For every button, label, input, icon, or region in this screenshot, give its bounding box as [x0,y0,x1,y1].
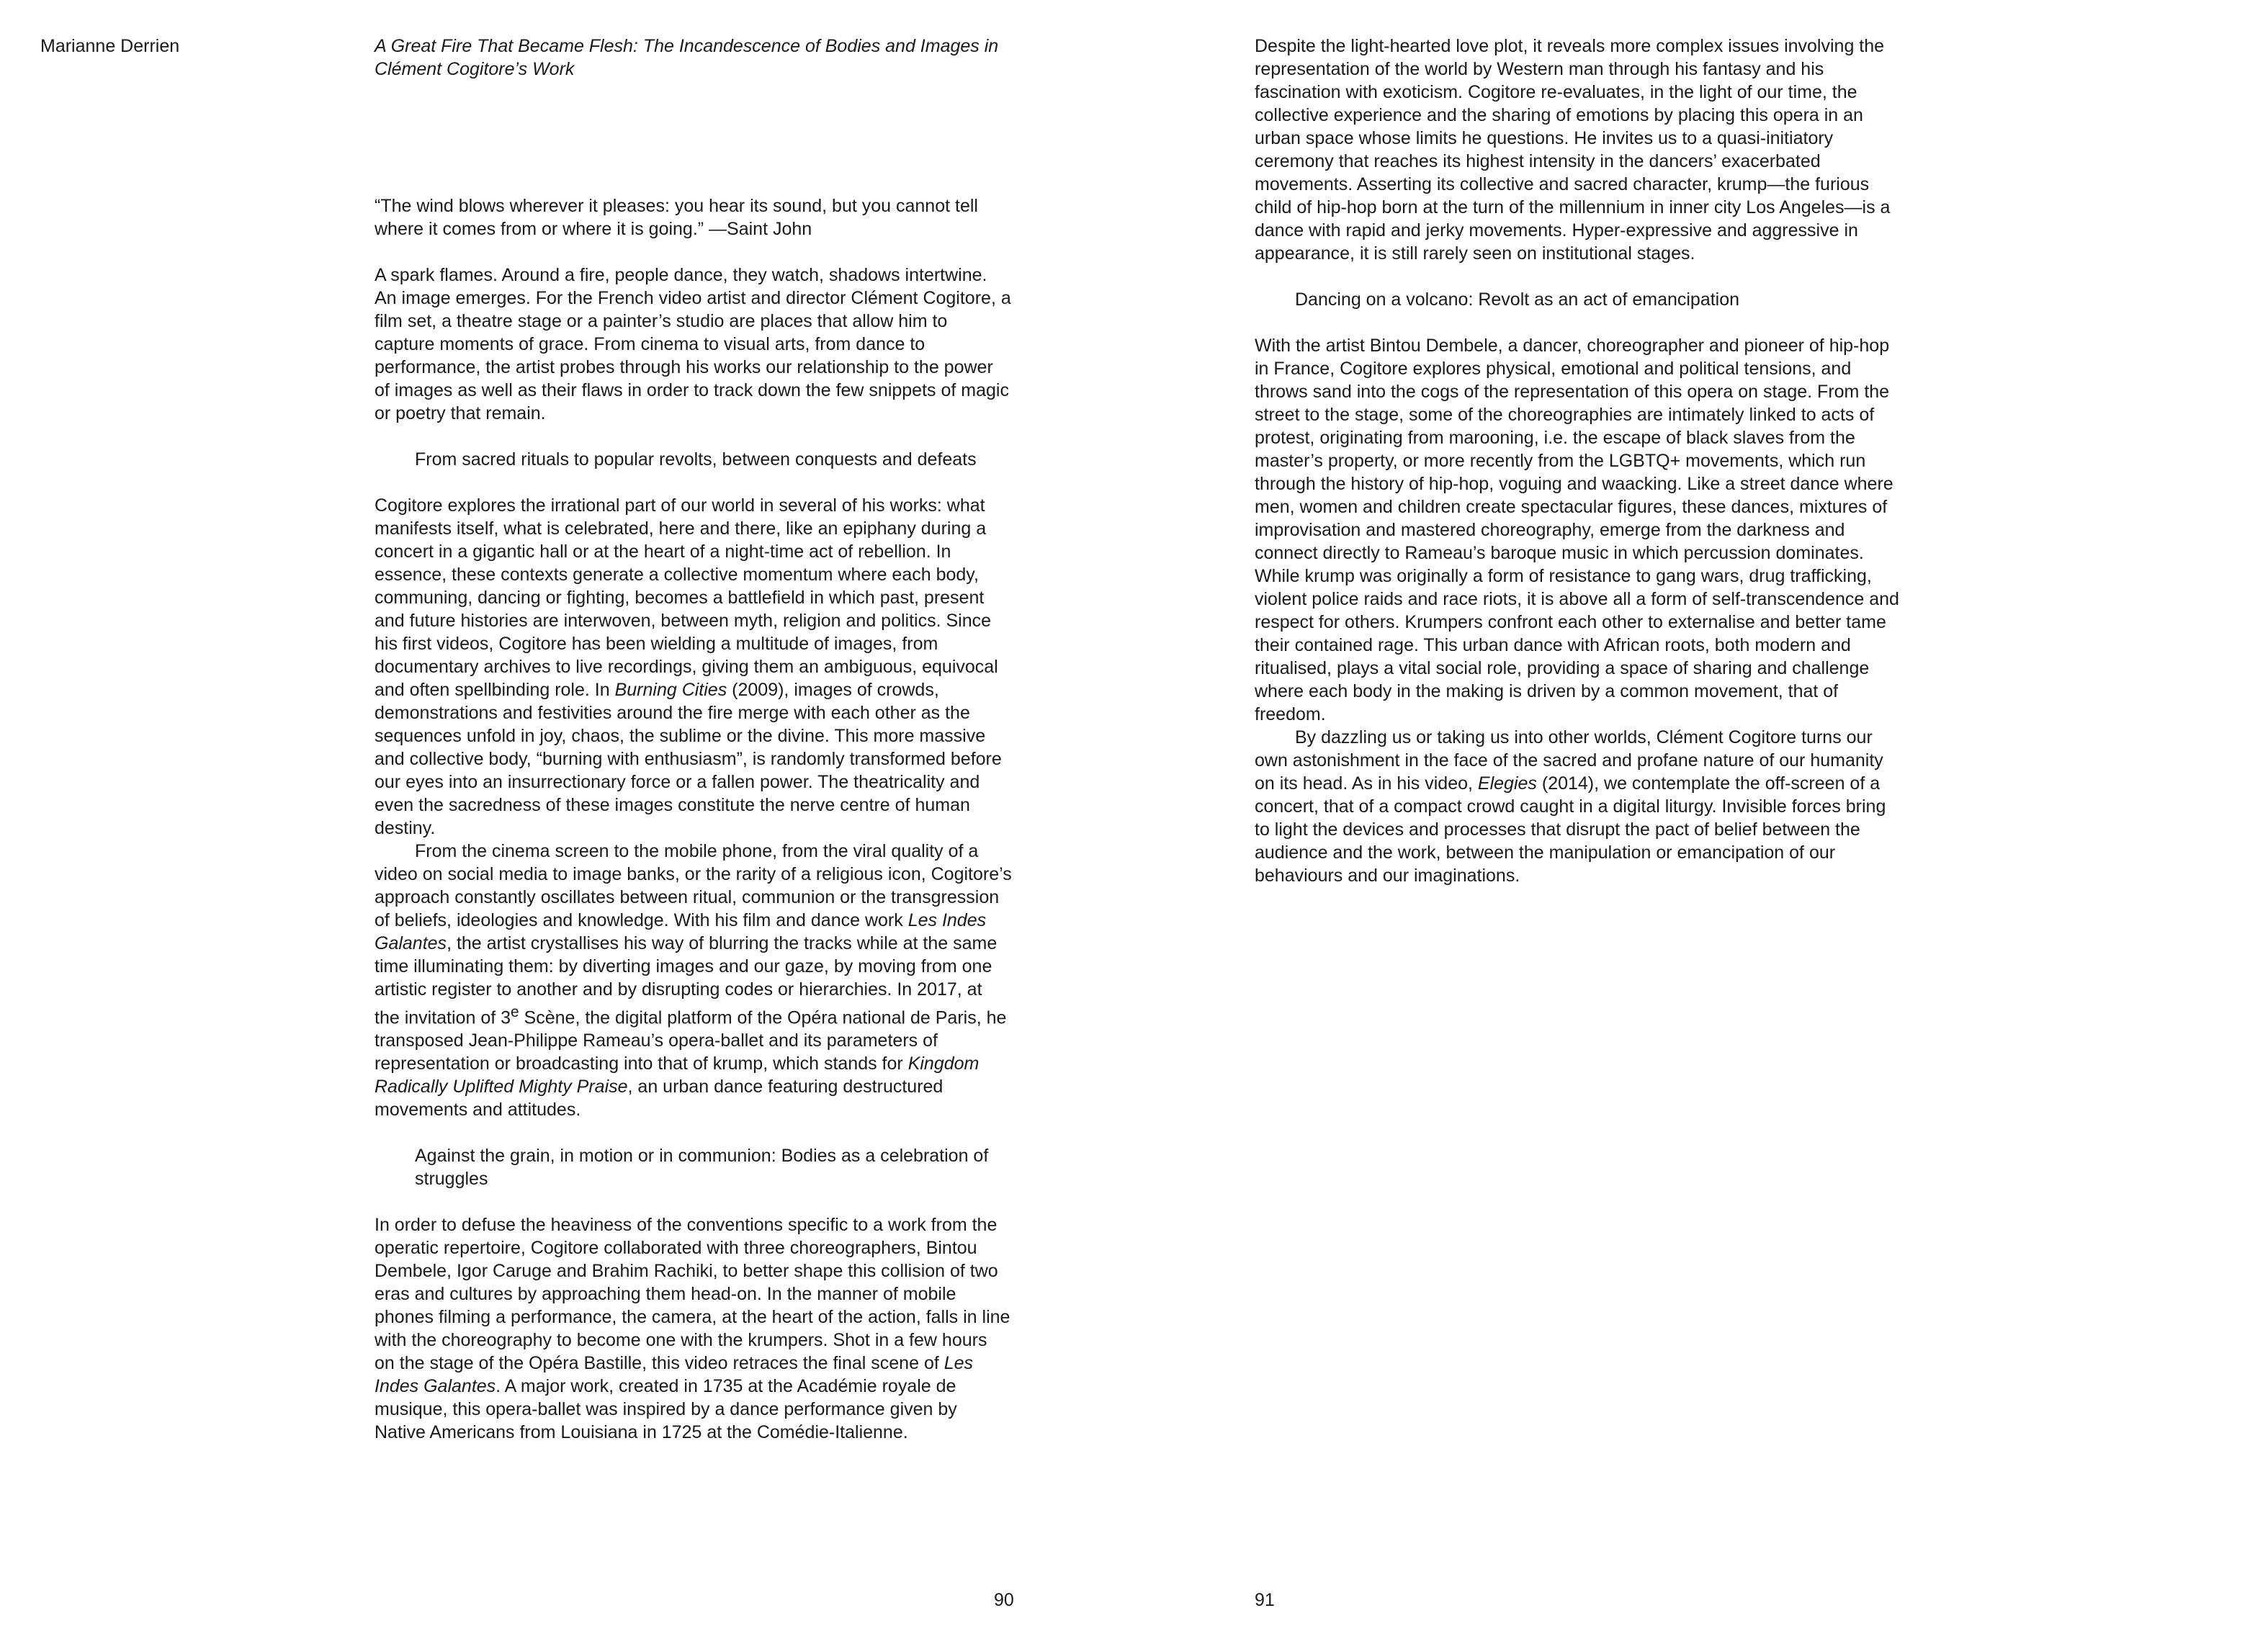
section-heading-dancing-on-a-volcano: Dancing on a volcano: Revolt as an act of emancipation [1295,289,1740,310]
running-header-title: A Great Fire That Became Flesh: The Incandescence of Bodies and Images in Clément Cogitore’s Work [375,36,999,79]
work-title-les-indes-galantes: Les Indes Galantes [375,1353,974,1397]
work-title-elegies: Elegies [1477,773,1537,794]
body-paragraph [375,494,1012,840]
body-paragraph [375,1213,1012,1444]
body-paragraph [1255,726,1899,887]
krump-acronym-expansion: Kingdom Radically Uplifted Mighty Praise [375,1054,980,1097]
work-title-les-indes-galantes: Les Indes Galantes [375,910,987,953]
intro-paragraph: A spark flames. Around a fire, people dance, they watch, shadows intertwine. An image emerges. For the French video artist and director Clément Cogitore, a film set, a theatre stage or a painter’s studio are places that allow him to capture moments of grace. From cinema to visual arts, from dance to performance, the artist probes through his works our relationship to the power of images as well as their flaws in order to track down the few snippets of magic or poetry that remain. [375,265,1011,423]
text-run: , an urban dance featuring destructured movements and attitudes. [375,1077,943,1120]
body-paragraph: Despite the light-hearted love plot, it reveals more complex issues involving the representation of the world by Western man through his fantasy and his fascination with exoticism. Cogitore re-evaluates, in the light of our time, the collective experience and the sharing of emotions by placing this opera in an urban space whose limits he questions. He invites us to a quasi-initiatory ceremony that reaches its highest intensity in the dancers’ exacerbated movements. Asserting its collective and sacred character, krump—the furious child of hip-hop born at the turn of the millennium in inner city Los Angeles—is a dance with rapid and jerky movements. Hyper-expressive and aggressive in appearance, it is still rarely seen on institutional stages. [1255,36,1891,264]
epigraph: “The wind blows wherever it pleases: you hear its sound, but you cannot tell where it comes from or where it is going.” —Saint John [375,196,978,239]
text-run: (2009), images of crowds, demonstrations and festivities around the fire merge with each other as the sequences unfold in joy, chaos, the sublime or the divine. This more massive and collective body, “burning with enthusiasm”, is randomly transformed before our eyes into an insurrectionary force or a fallen power. The theatricality and even the sacredness of these images constitute the nerve centre of human destiny. [375,680,1002,838]
text-run: , the artist crystallises his way of blurring the tracks while at the same time illuminating them: by diverting images and our gaze, by moving from one artistic register to another and by disrupting codes or hierarchies. In 2017, at the invitation of 3 [375,933,998,1028]
text-run: From the cinema screen to the mobile phone, from the viral quality of a video on social media to image banks, or the rarity of a religious icon, Cogitore’s approach constantly oscillates between ritual, communion or the transgression of beliefs, ideologies and knowledge. With his film and dance work [375,841,1012,930]
page-number-left: 90 [994,1590,1014,1610]
left-page-text-column [375,194,1012,1444]
text-run: By dazzling us or taking us into other worlds, Clément Cogitore turns our own astonishment in the face of the sacred and profane nature of our humanity on its head. As in his video, [1255,727,1883,794]
page-number-right: 91 [1255,1590,1275,1610]
text-run: In order to defuse the heaviness of the conventions specific to a work from the operatic repertoire, Cogitore collaborated with three choreographers, Bintou Dembele, Igor Caruge and Brahim Rachiki, to better shape this collision of two eras and cultures by approaching them head-on. In the manner of mobile phones filming a performance, the camera, at the heart of the action, falls in line with the choreography to become one with the krumpers. Shot in a few hours on the stage of the Opéra Bastille, this video retraces the final scene of [375,1215,1010,1374]
section-heading-against-the-grain: Against the grain, in motion or in communion: Bodies as a celebration of struggles [415,1146,989,1190]
text-run: Scène, the digital platform of the Opéra national de Paris, he transposed Jean-Philippe Rameau’s opera-ballet and its parameters of representation or broadcasting into that of krump, which stands for [375,1007,1007,1074]
text-run: . A major work, created in 1735 at the Académie royale de musique, this opera-ballet was inspired by a dance performance given by Native Americans from Louisiana in 1725 at the Comédie-Italienne. [375,1376,957,1443]
running-header-author: Marianne Derrien [40,36,180,56]
superscript: e [511,1004,519,1020]
body-paragraph: With the artist Bintou Dembele, a dancer, choreographer and pioneer of hip-hop in France, Cogitore explores physical, emotional and political tensions, and throws sand into the cogs of the representation of this opera on stage. From the street to the stage, some of the choreographies are intimately linked to acts of protest, originating from marooning, i.e. the escape of black slaves from the master’s property, or more recently from the LGBTQ+ movements, which run through the history of hip-hop, voguing and waacking. Like a street dance where men, women and children create spectacular figures, these dances, mixtures of improvisation and mastered choreography, emerge from the darkness and connect directly to Rameau’s baroque music in which percussion dominates. While krump was originally a form of resistance to gang wars, drug trafficking, violent police raids and race riots, it is above all a form of self-transcendence and respect for others. Krumpers confront each other to externalise and better tame their contained rage. This urban dance with African roots, both modern and ritualised, plays a vital social role, providing a space of sharing and challenge where each body in the making is driven by a common movement, that of freedom. [1255,336,1899,724]
section-heading-sacred-rituals: From sacred rituals to popular revolts, between conquests and defeats [415,449,977,470]
body-paragraph [375,840,1012,1121]
right-page-text-column [1255,35,1899,887]
work-title-burning-cities: Burning Cities [614,680,727,700]
text-run: (2014), we contemplate the off-screen of a concert, that of a compact crowd caught in a digital liturgy. Invisible forces bring to light the devices and processes that disrupt the pact of belief between the audience and the work, between the manipulation or emancipation of our behaviours and our imaginations. [1255,773,1886,886]
text-run: Cogitore explores the irrational part of our world in several of his works: what manifests itself, what is celebrated, here and there, like an epiphany during a concert in a gigantic hall or at the heart of a night-time act of rebellion. In essence, these contexts generate a collective momentum where each body, communing, dancing or fighting, becomes a battlefield in which past, present and future histories are interwoven, between myth, religion and politics. Since his first videos, Cogitore has been wielding a multitude of images, from documentary archives to live recordings, giving them an ambiguous, equivocal and often spellbinding role. In [375,495,998,700]
